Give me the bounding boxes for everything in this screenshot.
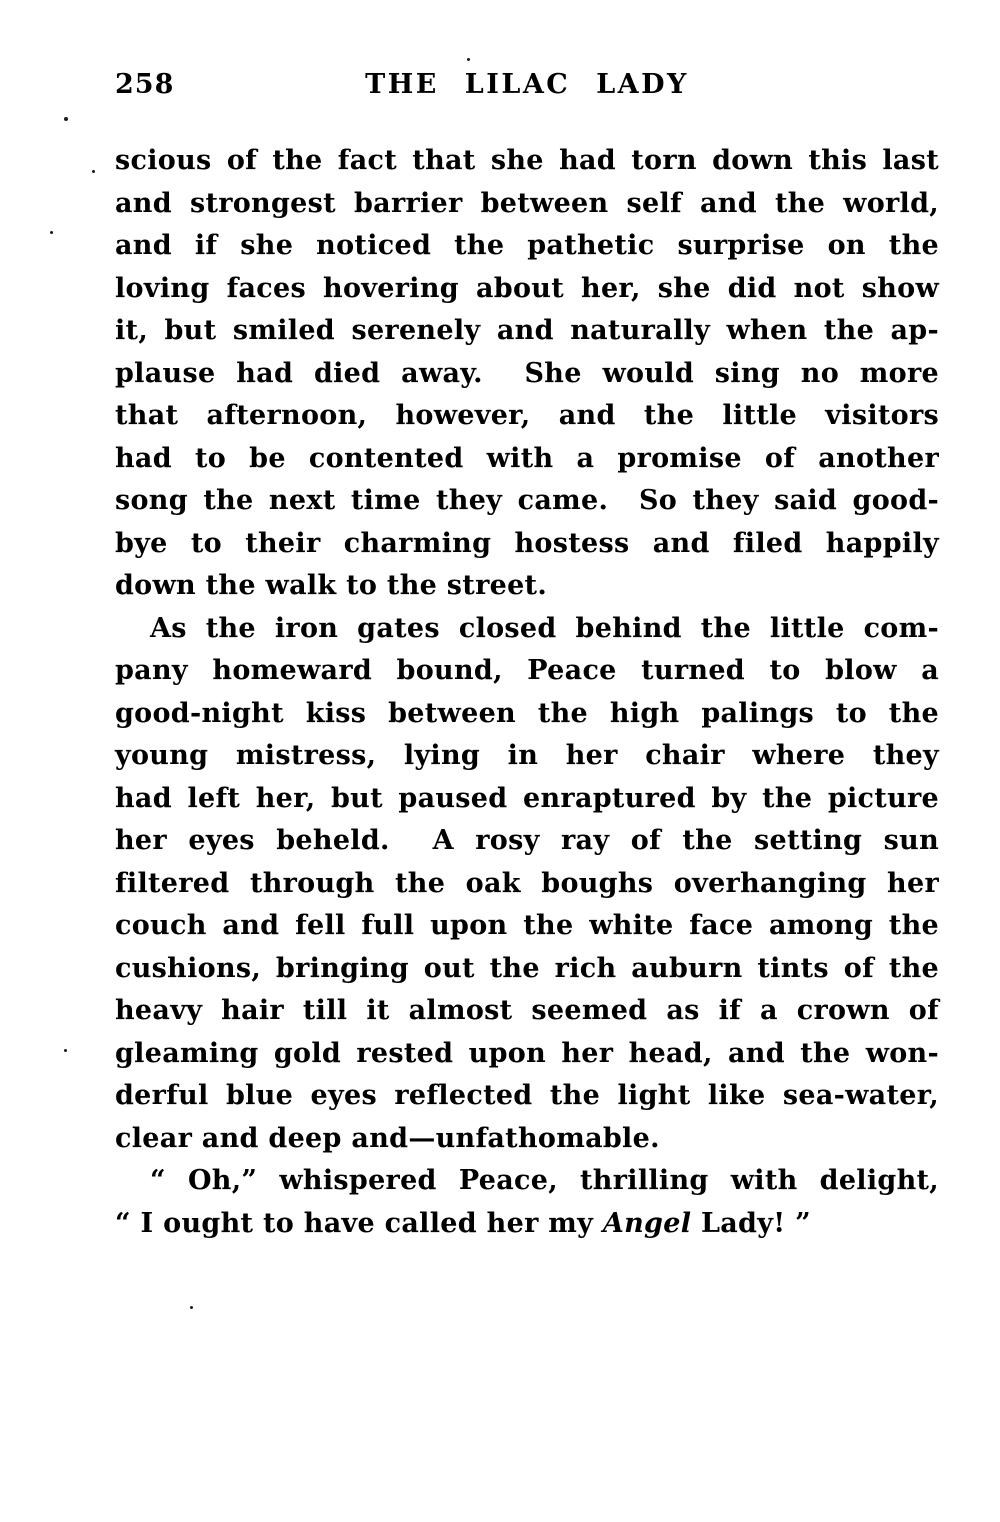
text-segment: it, but smiled serenely and naturally when the ap-	[115, 315, 939, 346]
text-line	[115, 565, 939, 608]
text-line	[115, 395, 939, 438]
text-line	[115, 693, 939, 736]
text-segment: bye to their charming hostess and filed happily	[115, 527, 939, 559]
text-segment: had left her, but paused enraptured by the picture	[115, 782, 939, 814]
scan-speck	[467, 58, 470, 61]
text-segment: her eyes beheld. A rosy ray of the setting sun	[115, 825, 939, 856]
text-line	[115, 905, 939, 948]
text-line	[115, 268, 939, 311]
text-segment: derful blue eyes reflected the light like sea-water,	[115, 1080, 939, 1111]
text-line	[115, 1075, 939, 1118]
page-number: 258	[115, 69, 175, 100]
text-segment: couch and fell full upon the white face among the	[115, 910, 939, 941]
scan-speck	[190, 1306, 193, 1309]
text-segment: down the walk to the street.	[115, 570, 548, 601]
text-line	[115, 523, 939, 566]
text-segment: cushions, bringing out the rich auburn tints of the	[115, 952, 939, 984]
text-segment: good-night kiss between the high palings to the	[115, 697, 939, 729]
text-segment: Lady! ”	[691, 1207, 811, 1239]
text-line	[115, 990, 939, 1033]
text-segment: “ I ought to have called her my	[115, 1207, 603, 1239]
text-line	[115, 1160, 939, 1203]
text-line	[115, 140, 939, 183]
page-header	[115, 68, 939, 102]
text-line	[115, 608, 939, 651]
text-segment: heavy hair till it almost seemed as if a crown of	[115, 995, 939, 1026]
text-line	[115, 310, 939, 353]
text-line	[115, 778, 939, 821]
text-line	[115, 438, 939, 481]
text-line	[115, 225, 939, 268]
text-segment: song the next time they came. So they said good-	[115, 485, 939, 516]
text-segment: plause had died away. She would sing no more	[115, 357, 939, 389]
text-segment: young mistress, lying in her chair where they	[115, 740, 939, 771]
text-segment: and if she noticed the pathetic surprise on the	[115, 230, 939, 261]
scan-speck	[92, 170, 95, 173]
text-line	[115, 1203, 939, 1246]
text-line	[115, 650, 939, 693]
scan-speck	[64, 1049, 67, 1052]
scan-speck	[50, 231, 53, 234]
italic-text: Angel	[602, 1207, 692, 1239]
text-line	[115, 1118, 939, 1161]
text-line	[115, 820, 939, 863]
text-line	[115, 863, 939, 906]
text-line	[115, 948, 939, 991]
text-segment: and strongest barrier between self and the world,	[115, 187, 939, 219]
text-segment: loving faces hovering about her, she did not show	[115, 272, 939, 304]
text-line	[115, 1033, 939, 1076]
text-segment: gleaming gold rested upon her head, and the won-	[115, 1037, 939, 1069]
text-line	[115, 183, 939, 226]
text-segment: “ Oh,” whispered Peace, thrilling with delight,	[150, 1165, 939, 1196]
text-segment: scious of the fact that she had torn down this last	[115, 145, 939, 176]
text-line	[115, 353, 939, 396]
text-line	[115, 480, 939, 523]
text-segment: had to be contented with a promise of another	[115, 442, 939, 474]
text-block	[115, 140, 939, 1245]
text-segment: pany homeward bound, Peace turned to blow a	[115, 655, 939, 686]
text-segment: As the iron gates closed behind the little com-	[150, 612, 939, 644]
text-line	[115, 735, 939, 778]
scan-speck	[64, 117, 68, 121]
running-title: THE LILAC LADY	[365, 69, 689, 100]
text-segment: that afternoon, however, and the little visitors	[115, 400, 939, 431]
text-segment: clear and deep and—unfathomable.	[115, 1122, 660, 1154]
text-segment: filtered through the oak boughs overhanging her	[115, 867, 939, 899]
